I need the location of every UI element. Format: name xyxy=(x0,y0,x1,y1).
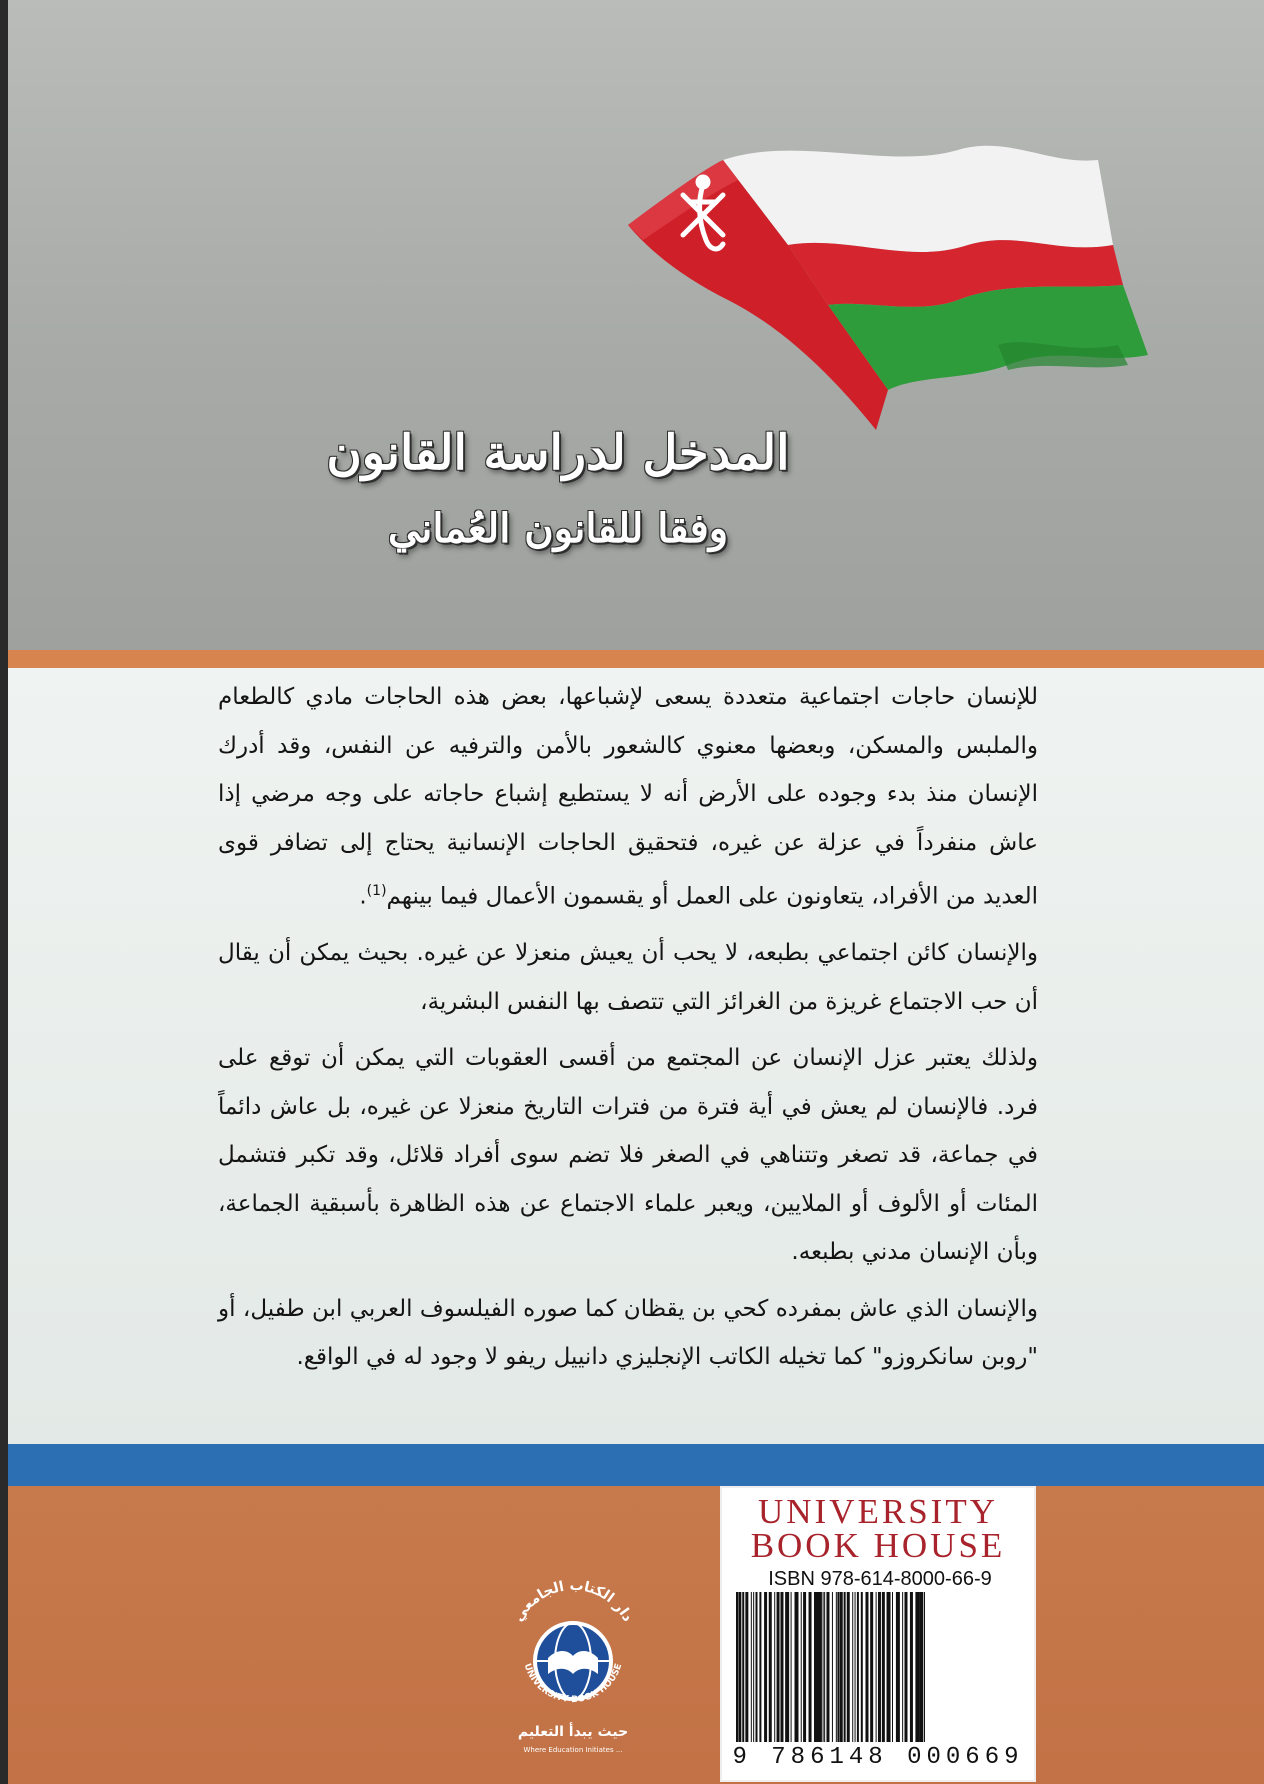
logo-tagline-en: Where Education Initiates ... xyxy=(523,1746,623,1754)
barcode-bar xyxy=(753,1592,754,1742)
barcode-bar xyxy=(865,1592,868,1742)
barcode-bar xyxy=(904,1592,907,1742)
barcode-bar xyxy=(870,1592,873,1742)
barcode-bar xyxy=(915,1592,919,1742)
barcode-bar xyxy=(837,1592,839,1742)
barcode-bar xyxy=(832,1592,833,1742)
barcode-bar xyxy=(887,1592,891,1742)
logo-ring-text: UNIVERSITY BOOK HOUSE xyxy=(521,1662,625,1706)
barcode-bar xyxy=(742,1592,744,1742)
barcode-bar xyxy=(836,1592,837,1742)
barcode-icon xyxy=(734,1592,1022,1742)
logo-tagline-ar: حيث يبدأ التعليم xyxy=(517,1724,629,1740)
barcode-bar xyxy=(857,1592,859,1742)
barcode-digits: 9 786148 000669 xyxy=(732,1744,1024,1771)
barcode-bar xyxy=(738,1592,741,1742)
barcode-bar xyxy=(896,1592,900,1742)
svg-text:دار الكتاب الجامعي xyxy=(510,1578,635,1625)
book-title: المدخل لدراسة القانون xyxy=(326,425,790,481)
publisher-name-line-1: UNIVERSITY xyxy=(758,1492,998,1531)
cover-bottom-band xyxy=(8,1486,1264,1784)
barcode-bar xyxy=(801,1592,802,1742)
barcode-bar xyxy=(892,1592,893,1742)
barcode-bar xyxy=(902,1592,903,1742)
barcode-bar xyxy=(777,1592,780,1742)
barcode-bar xyxy=(861,1592,863,1742)
barcode-bar xyxy=(878,1592,881,1742)
blurb-paragraph-3: ولذلك يعتبر عزل الإنسان عن المجتمع من أقسى العقوبات التي يمكن أن توقع على فرد. فالإنسان لم يعش في أية فترة من فترات التاريخ منعزلا عن غيره، بل عاش دائماً في جماعة، قد تصغر وتتناهي في الصغر فلا تضم سوى أفراد قلائل، وقد تكبر فتشمل المئات أو الألوف أو الملايين، ويعبر علماء الاجتماع عن هذه الظاهرة بأسبقية الجماعة، وبأن الإنسان مدني بطبعه. xyxy=(218,1045,1038,1266)
barcode-bar xyxy=(818,1592,822,1742)
barcode-bar xyxy=(852,1592,853,1742)
barcode-bar xyxy=(745,1592,748,1742)
barcode-bar xyxy=(840,1592,843,1742)
barcode-bar xyxy=(785,1592,789,1742)
barcode-bar xyxy=(756,1592,758,1742)
barcode-bar xyxy=(882,1592,885,1742)
barcode-bar xyxy=(855,1592,856,1742)
barcode-bar xyxy=(803,1592,806,1742)
barcode-bar xyxy=(919,1592,923,1742)
barcode-bar xyxy=(791,1592,792,1742)
barcode-bar xyxy=(876,1592,877,1742)
barcode-bar xyxy=(814,1592,818,1742)
isbn-number: ISBN 978-614-8000-66-9 xyxy=(768,1568,992,1590)
barcode-bar xyxy=(826,1592,829,1742)
publisher-logo xyxy=(493,1566,653,1761)
orange-divider-stripe xyxy=(8,650,1264,668)
barcode-bar xyxy=(769,1592,772,1742)
barcode-bar xyxy=(795,1592,799,1742)
flag-white-band xyxy=(723,146,1113,252)
footnote-marker: (1) xyxy=(366,883,387,899)
blurb-paragraph-1: للإنسان حاجات اجتماعية متعددة يسعى لإشباعها، بعض هذه الحاجات مادي كالطعام والملبس والمسكن، وبعضها معنوي كالشعور بالأمن والترفيه عن النفس، وقد أدرك الإنسان منذ بدء وجوده على الأرض أنه لا يستطيع إشباع حاجاته على وجه مرضي إذا عاش منفرداً في عزلة عن غيره، فتحقيق الحاجات الإنسانية يحتاج إلى تضافر قوى العديد من الأفراد، يتعاونون على العمل أو يقسمون الأعمال فيما بينهم$^{(1)}$. xyxy=(218,684,1038,910)
barcode-bar xyxy=(764,1592,767,1742)
barcode-bar xyxy=(844,1592,846,1742)
publisher-name-line-2: BOOK HOUSE xyxy=(750,1526,1006,1565)
book-subtitle: وفقا للقانون العُماني xyxy=(387,505,729,552)
barcode-bar xyxy=(924,1592,925,1742)
barcode-bar xyxy=(823,1592,824,1742)
barcode-bar xyxy=(780,1592,783,1742)
isbn-barcode-block xyxy=(720,1486,1036,1782)
barcode-bar xyxy=(736,1592,738,1742)
blurb-text xyxy=(218,673,1038,1382)
barcode-bar xyxy=(847,1592,850,1742)
blue-divider-stripe xyxy=(8,1444,1264,1486)
barcode-bar xyxy=(751,1592,752,1742)
oman-flag-illustration xyxy=(628,140,1148,440)
blurb-paragraph-2: والإنسان كائن اجتماعي بطبعه، لا يحب أن يعيش منعزلا عن غيره. بحيث يمكن أن يقال أن حب الاجتماع غريزة من الغرائز التي تتصف بها النفس البشرية، xyxy=(218,940,1038,1015)
blurb-paragraph-4: والإنسان الذي عاش بمفرده كحي بن يقظان كما صوره الفيلسوف العربي ابن طفيل، أو "روبن سانكروزو" كما تخيله الكاتب الإنجليزي دانييل ريفو لا وجود له في الواقع. xyxy=(218,1295,1038,1371)
barcode-bar xyxy=(774,1592,775,1742)
barcode-bar xyxy=(809,1592,812,1742)
barcode-bar xyxy=(824,1592,825,1742)
barcode-bar xyxy=(910,1592,913,1742)
book-back-cover xyxy=(8,0,1264,1784)
logo-arc-text: دار الكتاب الجامعي xyxy=(510,1577,636,1625)
cover-top-band xyxy=(8,0,1264,650)
blurb-panel xyxy=(8,668,1264,1444)
barcode-bar xyxy=(759,1592,761,1742)
